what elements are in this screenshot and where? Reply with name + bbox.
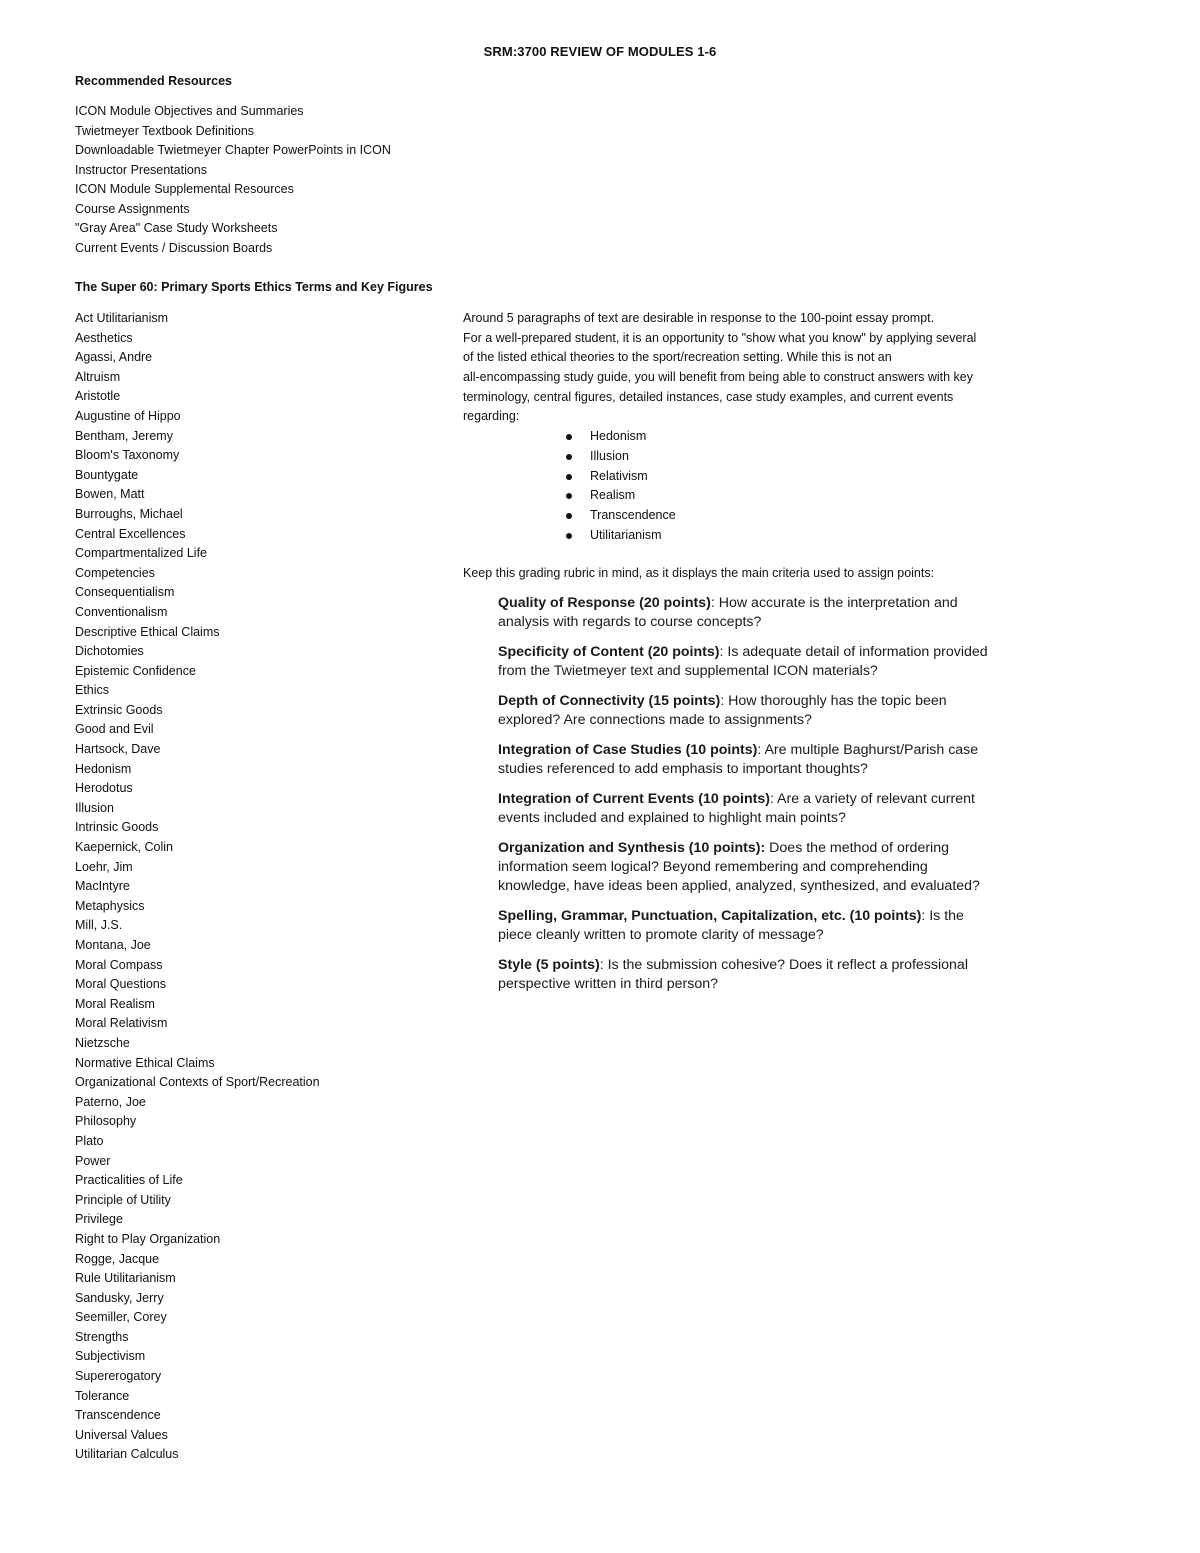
term-item: Aesthetics [75,330,133,345]
rubric-item [498,643,998,681]
theory-bullet-label: Transcendence [590,507,676,522]
resource-item: "Gray Area" Case Study Worksheets [75,221,278,235]
term-item: Transcendence [75,1408,161,1423]
term-item: Good and Evil [75,722,154,737]
rubric-description: : Is adequate detail of information provided from the Twietmeyer text and supplemental ICON materials? [498,644,988,679]
term-item: Moral Relativism [75,1016,168,1031]
rubric-criterion: Quality of Response (20 points) [498,595,711,611]
term-item: Competencies [75,565,155,580]
resource-item: Twietmeyer Textbook Definitions [75,123,255,138]
rubric-description: : Is the submission cohesive? Does it reflect a professional perspective written in third person? [498,957,968,992]
rubric-intro: Keep this grading rubric in mind, as it displays the main criteria used to assign points: [463,566,935,580]
bullet-dot-icon [566,474,572,480]
term-item: Illusion [75,800,114,815]
term-item: Bloom's Taxonomy [75,448,180,463]
term-item: Normative Ethical Claims [75,1055,215,1070]
term-item: Act Utilitarianism [75,311,169,325]
term-item: Kaepernick, Colin [75,840,173,855]
rubric-item [498,594,998,632]
term-item: Rule Utilitarianism [75,1271,176,1286]
rubric-criterion: Depth of Connectivity (15 points) [498,693,721,709]
theory-bullet-item [463,486,1043,506]
grading-rubric [498,594,998,1005]
term-item: Burroughs, Michael [75,506,183,521]
resource-item: Downloadable Twietmeyer Chapter PowerPoints in ICON [75,143,391,157]
essay-line: terminology, central figures, detailed instances, case study examples, and current events [463,389,954,404]
term-item: Dichotomies [75,644,144,659]
rubric-description: : Are a variety of relevant current events included and explained to highlight main points? [498,791,975,826]
theory-bullet-label: Utilitarianism [590,527,662,542]
rubric-description: Does the method of ordering information seem logical? Beyond remembering and comprehending knowledge, have ideas been applied, analyzed, synthesized, and evaluated? [498,840,980,894]
term-item: Conventionalism [75,604,168,619]
rubric-criterion: Spelling, Grammar, Punctuation, Capitalization, etc. (10 points) [498,908,922,924]
term-item: Supererogatory [75,1369,162,1384]
resource-item: Course Assignments [75,201,190,216]
resource-item: ICON Module Objectives and Summaries [75,104,304,118]
term-item: Sandusky, Jerry [75,1290,164,1305]
resource-item: ICON Module Supplemental Resources [75,182,294,196]
rubric-description: : How thoroughly has the topic been explored? Are connections made to assignments? [498,693,947,728]
theory-bullet-item [463,526,1043,546]
rubric-criterion: Specificity of Content (20 points) [498,644,720,660]
term-item: Extrinsic Goods [75,702,163,717]
resources-heading: Recommended Resources [75,74,233,88]
bullet-dot-icon [566,454,572,460]
term-item: Compartmentalized Life [75,546,208,561]
term-item: Hartsock, Dave [75,742,161,757]
rubric-description: : Is the piece cleanly written to promote clarity of message? [498,908,964,943]
theory-bullet-item [463,447,1043,467]
term-item: Montana, Joe [75,938,151,952]
rubric-item [498,692,998,730]
term-item: Power [75,1153,111,1168]
term-item: Privilege [75,1212,123,1227]
term-item: Utilitarian Calculus [75,1447,179,1462]
essay-line: all-encompassing study guide, you will benefit from being able to construct answers with key [463,370,973,385]
term-item: Mill, J.S. [75,918,123,933]
term-item: Altruism [75,369,121,384]
rubric-item [498,790,998,828]
resources-list [75,102,391,258]
term-item: Augustine of Hippo [75,408,181,423]
term-item: Metaphysics [75,898,145,913]
term-item: Intrinsic Goods [75,820,159,835]
resource-item: Instructor Presentations [75,162,208,177]
term-item: Ethics [75,683,110,698]
essay-line: of the listed ethical theories to the sport/recreation setting. While this is not an [463,350,892,365]
bullet-dot-icon [566,533,572,539]
rubric-criterion: Integration of Case Studies (10 points) [498,742,758,758]
term-item: Philosophy [75,1114,137,1129]
term-item: Herodotus [75,781,133,796]
term-item: Central Excellences [75,526,186,541]
term-item: Rogge, Jacque [75,1251,160,1266]
rubric-description: : How accurate is the interpretation and analysis with regards to course concepts? [498,595,958,630]
term-item: Universal Values [75,1427,168,1442]
term-item: Principle of Utility [75,1192,171,1207]
rubric-item [498,839,998,896]
term-item: Moral Questions [75,977,167,992]
terms-list [75,309,320,1465]
rubric-description: : Are multiple Baghurst/Parish case studies referenced to add emphasis to important thoughts? [498,742,979,777]
term-item: Descriptive Ethical Claims [75,624,220,639]
term-item: Seemiller, Corey [75,1310,167,1325]
term-item: Aristotle [75,389,121,404]
term-item: Bountygate [75,467,139,482]
theory-bullet-label: Hedonism [590,429,647,444]
theory-bullet-item [463,427,1043,447]
page-title: SRM:3700 REVIEW OF MODULES 1-6 [483,44,717,59]
resource-item: Current Events / Discussion Boards [75,240,273,255]
theory-bullet-item [463,467,1043,487]
rubric-item [498,956,998,994]
term-item: Bentham, Jeremy [75,428,173,443]
term-item: Agassi, Andre [75,350,153,365]
term-item: Tolerance [75,1388,130,1403]
rubric-item [498,907,998,945]
theory-bullet-label: Relativism [590,468,648,483]
term-item: Plato [75,1133,104,1148]
bullet-dot-icon [566,434,572,440]
term-item: Bowen, Matt [75,487,145,502]
term-item: Practicalities of Life [75,1173,183,1188]
rubric-criterion: Integration of Current Events (10 points) [498,791,770,807]
essay-paragraph [463,309,1043,427]
rubric-item [498,741,998,779]
term-item: Organizational Contexts of Sport/Recreation [75,1075,320,1090]
term-item: Subjectivism [75,1349,146,1364]
essay-line: For a well-prepared student, it is an opportunity to "show what you know" by applying several [463,330,977,345]
term-item: Moral Compass [75,957,163,972]
term-item: Moral Realism [75,996,155,1011]
theory-bullet-list [463,427,1043,545]
essay-line: regarding: [463,409,520,424]
term-item: Epistemic Confidence [75,663,196,678]
term-item: Hedonism [75,761,132,776]
term-item: Nietzsche [75,1035,130,1050]
term-item: Right to Play Organization [75,1231,221,1246]
bullet-dot-icon [566,493,572,499]
essay-instructions [463,309,1043,545]
term-item: Paterno, Joe [75,1094,146,1109]
theory-bullet-item [463,506,1043,526]
rubric-criterion: Style (5 points) [498,957,600,973]
terms-heading: The Super 60: Primary Sports Ethics Terms and Key Figures [75,280,433,294]
bullet-dot-icon [566,513,572,519]
essay-line: Around 5 paragraphs of text are desirable in response to the 100-point essay prompt. [463,311,935,325]
term-item: Strengths [75,1329,129,1344]
term-item: MacIntyre [75,879,130,894]
term-item: Loehr, Jim [75,859,133,874]
term-item: Consequentialism [75,585,175,600]
rubric-criterion: Organization and Synthesis (10 points): [498,840,766,856]
theory-bullet-label: Realism [590,488,636,503]
theory-bullet-label: Illusion [590,448,629,463]
